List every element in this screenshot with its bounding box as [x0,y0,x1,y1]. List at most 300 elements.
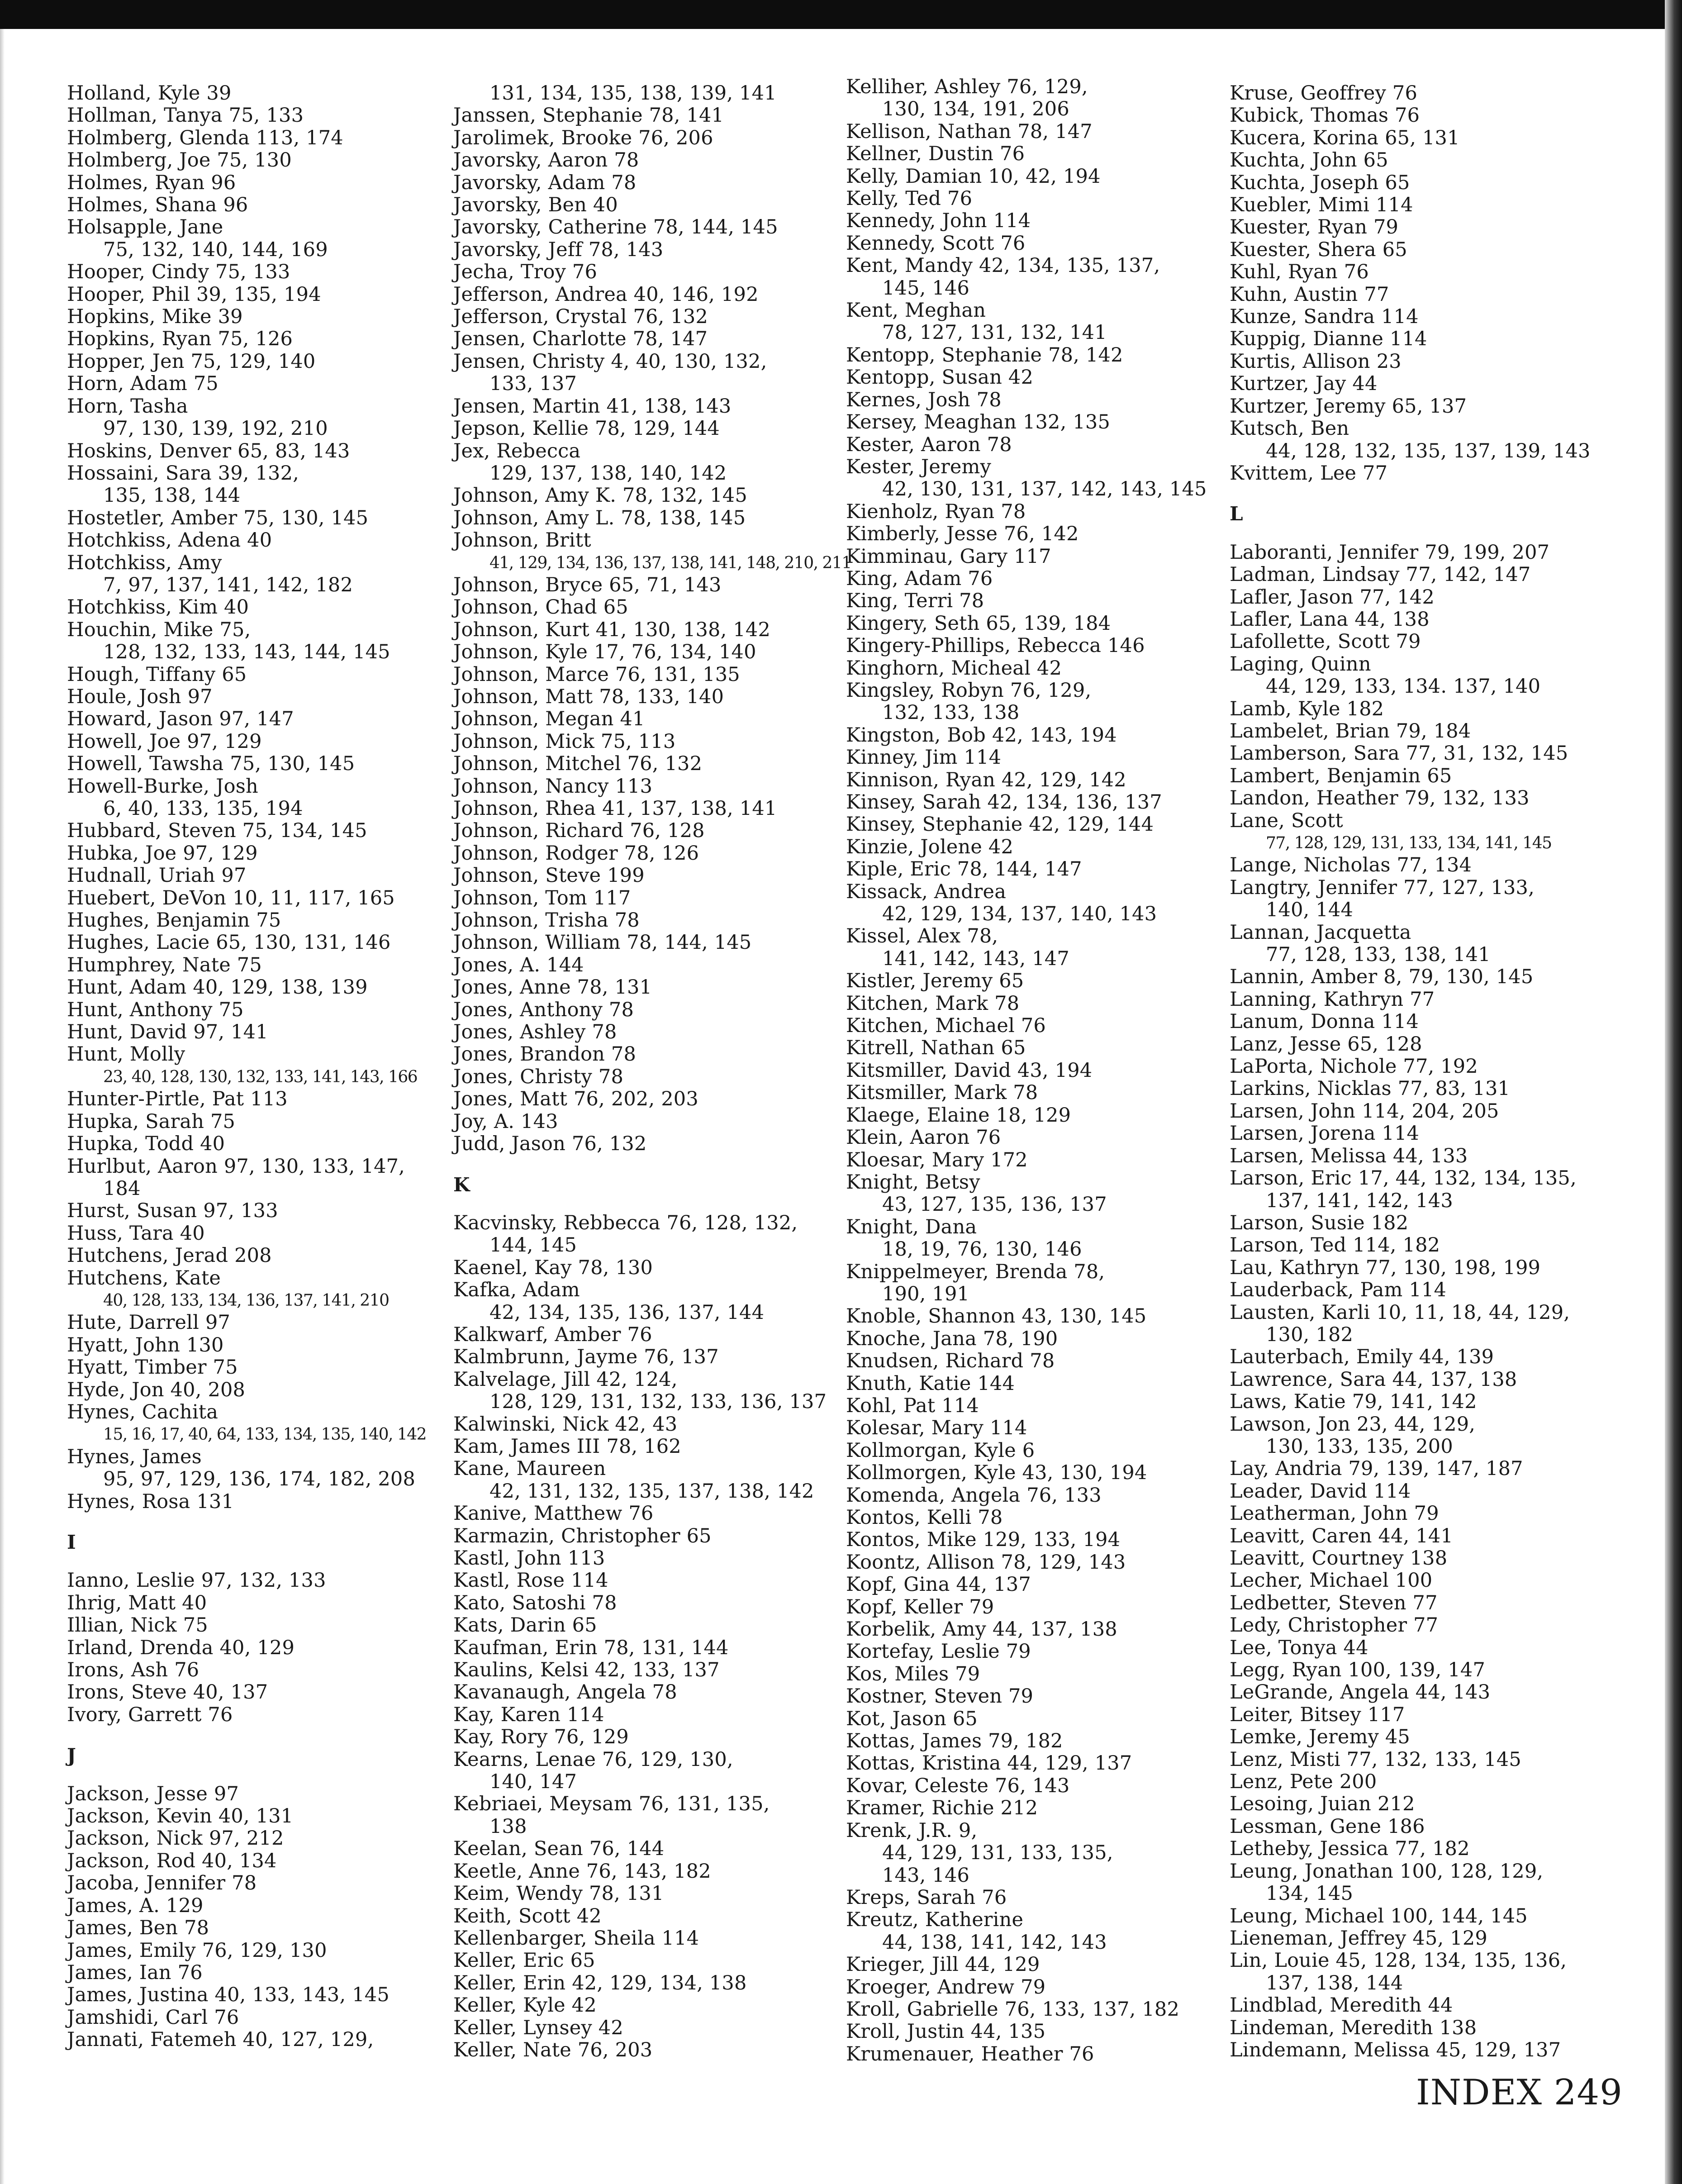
index-entry-name: James, Ben 78 [67,1917,209,1940]
index-entry [846,635,1217,657]
index-entry-name: Kottas, James 79, 182 [846,1730,1063,1753]
index-entry [67,887,429,909]
index-entry [453,1458,824,1503]
index-entry [1230,1056,1619,1078]
index-entry [1230,1346,1619,1368]
index-entry-name: Lindemann, Melissa 45, 129, 137 [1230,2038,1561,2061]
index-entry-name: Kellison, Nathan 78, 147 [846,120,1093,143]
index-entry [67,1895,429,1917]
index-entry [453,1346,824,1368]
index-entry-name: Lafler, Lana 44, 138 [1230,608,1430,631]
index-entry-name: Kersey, Meaghan 132, 135 [846,411,1111,434]
index-entry-name: Hughes, Benjamin 75 [67,909,281,932]
index-entry [846,1171,1217,1216]
index-entry [67,999,429,1021]
index-entry [1230,1078,1619,1100]
index-entry-pages: 130, 133, 135, 200 [1266,1435,1453,1458]
index-entry-name: Leavitt, Caren 44, 141 [1230,1524,1454,1547]
index-entry [846,1574,1217,1596]
index-entry [453,708,824,730]
index-entry [67,440,429,462]
index-entry-name: Jamshidi, Carl 76 [67,2006,239,2029]
index-entry [1230,1391,1619,1413]
index-entry [67,1446,429,1491]
index-entry-name: Keller, Erin 42, 129, 134, 138 [453,1971,747,1994]
index-entry-name: Hupka, Todd 40 [67,1132,225,1156]
index-entry-name: Kastl, John 113 [453,1547,605,1570]
index-entry [846,1082,1217,1104]
index-entry [846,613,1217,635]
index-entry [846,1551,1217,1574]
index-entry-name: Kay, Rory 76, 129 [453,1726,629,1749]
index-entry [67,1245,429,1267]
index-entry-name: Lessman, Gene 186 [1230,1815,1425,1838]
index-entry [846,881,1217,926]
index-entry [67,2007,429,2029]
index-entry-name: Lafler, Jason 77, 142 [1230,585,1435,609]
index-entry-pages: 44, 128, 132, 135, 137, 139, 143 [1266,439,1591,462]
index-entry [67,284,429,306]
index-entry-name: Leatherman, John 79 [1230,1502,1439,1525]
index-entry-name: Jefferson, Andrea 40, 146, 192 [453,283,759,306]
index-entry-name: Kunze, Sandra 114 [1230,305,1419,328]
index-entry-name: Jones, Christy 78 [453,1065,623,1088]
index-entry [453,351,824,395]
index-entry-name: Keller, Nate 76, 203 [453,2038,653,2061]
index-entry-name: Javorsky, Aaron 78 [453,149,639,172]
index-entry-name: Hopkins, Mike 39 [67,305,243,328]
index-entry-name: Kent, Meghan [846,299,986,322]
index-entry-name: Judd, Jason 76, 132 [453,1132,647,1156]
index-entry-name: Kingery-Phillips, Rebecca 146 [846,634,1145,657]
index-entry [846,657,1217,680]
index-entry [453,1503,824,1525]
index-entry-name: Jarolimek, Brooke 76, 206 [453,126,713,149]
index-entry [1230,1570,1619,1592]
index-entry-name: Hooper, Phil 39, 135, 194 [67,283,321,306]
index-entry [453,1972,824,1994]
index-entry-name: Kelly, Damian 10, 42, 194 [846,165,1101,188]
index-entry-name: Kinsey, Sarah 42, 134, 136, 137 [846,791,1162,814]
index-entry-pages: 44, 129, 133, 134. 137, 140 [1266,675,1541,698]
index-entry [453,485,824,507]
index-entry-name: Kinsey, Stephanie 42, 129, 144 [846,813,1154,836]
index-entry-name: Keller, Lynsey 42 [453,2016,623,2039]
index-entry [1230,172,1619,194]
index-entry [1230,105,1619,127]
index-entry [453,1436,824,1458]
index-entry-name: Kester, Jeremy [846,455,991,478]
index-entry-name: Kottas, Kristina 44, 129, 137 [846,1752,1132,1775]
index-entry-name: Lambelet, Brian 79, 184 [1230,719,1471,742]
index-entry [67,82,429,105]
index-entry [846,523,1217,545]
index-entry [1230,127,1619,149]
index-entry [846,1954,1217,1976]
index-entry-pages: 43, 127, 135, 136, 137 [882,1193,1107,1216]
index-entry-name: Hooper, Cindy 75, 133 [67,261,290,284]
index-entry [67,1043,429,1088]
section-letter: J [67,1744,76,1767]
index-entry-name: Johnson, Mick 75, 113 [453,730,676,753]
index-entry [1230,854,1619,876]
index-entry [846,1127,1217,1149]
index-entry [67,351,429,373]
index-entry [1230,1927,1619,1950]
index-entry [453,1324,824,1346]
index-entry [453,999,824,1021]
index-entry-name: LaPorta, Nichole 77, 192 [1230,1055,1478,1078]
index-entry [67,1783,429,1805]
index-entry-name: Hubka, Joe 97, 129 [67,842,258,865]
index-entry [67,1334,429,1356]
index-entry-name: King, Terri 78 [846,590,984,613]
index-entry [1230,284,1619,306]
index-entry-name: Kurtis, Allison 23 [1230,350,1402,373]
index-entry-name: Kuebler, Mimi 114 [1230,194,1413,217]
index-entry [846,1104,1217,1127]
index-entry [846,366,1217,389]
index-entry-name: Lindeman, Meredith 138 [1230,2016,1477,2039]
index-entry-name: Ihrig, Matt 40 [67,1591,207,1614]
index-entry [453,1592,824,1614]
index-entry [67,619,429,664]
index-entry [453,194,824,216]
index-entry-pages: 18, 19, 76, 130, 146 [882,1238,1082,1261]
index-entry-pages: 184 [103,1177,141,1200]
index-entry [1230,1369,1619,1391]
index-entry-pages: 42, 129, 134, 137, 140, 143 [882,903,1157,926]
index-entry-name: Lausten, Karli 10, 11, 18, 44, 129, [1230,1301,1570,1324]
index-column-4 [1230,82,1619,2061]
index-entry [453,574,824,596]
index-entry-name: Krumenauer, Heather 76 [846,2042,1094,2065]
index-entry-name: Johnson, Britt [453,529,591,552]
index-entry [1230,1123,1619,1145]
index-entry-name: Klaege, Elaine 18, 129 [846,1104,1071,1127]
index-entry-name: Landon, Heather 79, 132, 133 [1230,787,1530,810]
index-entry-pages: 128, 129, 131, 132, 133, 136, 137 [489,1390,827,1413]
index-entry-pages: 131, 134, 135, 138, 139, 141 [489,82,777,105]
index-entry [846,1060,1217,1082]
index-entry [453,1749,824,1794]
index-entry [67,1379,429,1401]
index-entry [453,1950,824,1972]
index-entry [846,1305,1217,1328]
index-entry [453,932,824,954]
section-letter: L [1230,503,1243,525]
index-entry-name: Hughes, Lacie 65, 130, 131, 146 [67,931,391,954]
index-entry [67,1850,429,1872]
index-entry-name: Hossaini, Sara 39, 132, [67,462,299,485]
index-entry [453,1043,824,1066]
index-entry [1230,810,1619,855]
index-entry-pages: 42, 131, 132, 135, 137, 138, 142 [489,1480,814,1503]
index-entry [846,76,1217,121]
index-entry-name: Hutchens, Jerad 208 [67,1244,272,1267]
index-entry-name: Hurlbut, Aaron 97, 130, 133, 147, [67,1155,405,1178]
index-entry-name: Kent, Mandy 42, 134, 135, 137, [846,254,1160,277]
index-entry [453,596,824,619]
index-entry [67,1401,429,1446]
index-entry-pages: 145, 146 [882,276,970,300]
index-entry [453,798,824,820]
index-entry [453,909,824,932]
index-entry-name: Johnson, Rhea 41, 137, 138, 141 [453,797,777,820]
index-entry-name: Leader, David 114 [1230,1480,1411,1503]
index-entry [453,1681,824,1703]
index-entry-name: Jepson, Kellie 78, 129, 144 [453,417,720,440]
index-entry [846,1618,1217,1641]
index-entry-name: Kingery, Seth 65, 139, 184 [846,612,1111,635]
index-entry-name: Lane, Scott [1230,809,1343,832]
index-entry-name: Kopf, Gina 44, 137 [846,1573,1031,1596]
index-entry [67,1659,429,1681]
index-entry [67,1592,429,1614]
index-entry [846,1976,1217,1998]
index-entry-name: Jensen, Martin 41, 138, 143 [453,395,732,418]
index-entry-name: Johnson, Steve 199 [453,864,645,887]
index-entry-name: Kennedy, Scott 76 [846,232,1026,255]
index-entry [67,596,429,619]
index-entry-name: Keelan, Sean 76, 144 [453,1837,665,1860]
index-entry [453,1905,824,1927]
index-entry-name: Jecha, Troy 76 [453,261,598,284]
index-entry-name: Kopf, Keller 79 [846,1595,994,1618]
index-entry [453,507,824,529]
index-entry [453,1413,824,1436]
index-entry-pages: 141, 142, 143, 147 [882,947,1069,970]
index-entry-name: Kreps, Sarah 76 [846,1886,1007,1909]
index-entry [1230,82,1619,105]
scan-top-border [0,0,1682,29]
index-entry-name: Hunt, Anthony 75 [67,998,244,1021]
index-entry-name: Kane, Maureen [453,1457,606,1480]
index-entry-pages: 140, 144 [1266,899,1354,922]
index-entry-name: Kester, Aaron 78 [846,433,1012,456]
index-entry [453,686,824,708]
index-entry-name: Leung, Michael 100, 144, 145 [1230,1904,1528,1927]
index-entry [67,1940,429,1962]
index-entry-name: Jones, Matt 76, 202, 203 [453,1088,698,1111]
index-entry [846,1775,1217,1797]
index-entry-name: Johnson, Nancy 113 [453,775,653,798]
index-entry-name: Johnson, Mitchel 76, 132 [453,752,703,776]
index-column-2 [453,82,851,2061]
index-entry [453,1994,824,2017]
index-entry [67,552,429,597]
index-entry [1230,1614,1619,1637]
index-entry [67,1872,429,1894]
index-entry [67,507,429,529]
index-entry [67,776,429,820]
index-entry-pages: 77, 128, 129, 131, 133, 134, 141, 145 [1266,834,1552,852]
index-entry-name: Keller, Kyle 42 [453,1994,597,2017]
index-entry [1230,1279,1619,1301]
index-entry [846,590,1217,612]
index-entry-name: Lawrence, Sara 44, 137, 138 [1230,1368,1517,1391]
index-entry-pages: 7, 97, 137, 141, 142, 182 [103,573,353,596]
index-entry [1230,373,1619,395]
index-entry [1230,2039,1619,2061]
index-entry [846,1998,1217,2021]
index-entry [846,300,1217,344]
index-entry [846,255,1217,300]
index-entry-name: Laging, Quinn [1230,652,1371,676]
index-entry-name: Hute, Darrell 97 [67,1311,231,1334]
index-entry [846,1596,1217,1618]
index-entry [846,501,1217,523]
index-entry [846,1149,1217,1171]
index-entry [846,1395,1217,1417]
index-entry-name: Kalkwarf, Amber 76 [453,1323,652,1346]
index-entry-name: Knight, Dana [846,1215,977,1238]
scan-right-edge [1665,0,1682,2184]
index-entry-name: Kellenbarger, Sheila 114 [453,1927,699,1950]
index-entry-name: Kuester, Shera 65 [1230,238,1407,261]
index-entry-name: Javorsky, Catherine 78, 144, 145 [453,216,778,239]
index-entry-name: Ledbetter, Steven 77 [1230,1591,1438,1614]
index-entry-name: Kontos, Mike 129, 133, 194 [846,1528,1121,1551]
index-entry-pages: 40, 128, 133, 134, 136, 137, 141, 210 [103,1291,389,1310]
index-entry-name: Kuhl, Ryan 76 [1230,261,1369,284]
index-entry-name: Lenz, Misti 77, 132, 133, 145 [1230,1748,1521,1771]
index-entry [453,1111,824,1133]
index-entry-name: James, A. 129 [67,1894,204,1917]
index-entry-name: Kentopp, Stephanie 78, 142 [846,343,1123,366]
index-entry-name: Kingston, Bob 42, 143, 194 [846,723,1117,747]
index-entry [67,686,429,708]
index-entry [1230,1167,1619,1212]
index-entry-pages: 132, 133, 138 [882,701,1020,724]
index-entry [1230,1503,1619,1525]
index-entry-name: Kalmbrunn, Jayme 76, 137 [453,1346,719,1369]
index-entry-name: Horn, Adam 75 [67,372,219,395]
index-entry [1230,609,1619,631]
index-entry [846,1887,1217,1909]
index-entry [846,210,1217,232]
index-entry-name: Howell, Joe 97, 129 [67,730,262,753]
index-entry-name: Hotchkiss, Kim 40 [67,596,249,619]
index-entry-name: Kroll, Gabrielle 76, 133, 137, 182 [846,1998,1180,2021]
index-entry [1230,1458,1619,1480]
index-entry-name: Hyatt, Timber 75 [67,1356,238,1379]
index-entry [1230,1257,1619,1279]
index-entry-name: Illian, Nick 75 [67,1614,208,1637]
index-entry-name: Lindblad, Meredith 44 [1230,1994,1453,2017]
index-entry [846,791,1217,814]
index-entry-name: Kaufman, Erin 78, 131, 144 [453,1636,729,1659]
index-entry [1230,239,1619,261]
index-entry [846,2043,1217,2065]
index-entry-name: Hunt, Molly [67,1043,185,1066]
index-entry [1230,1749,1619,1771]
index-entry [1230,1033,1619,1056]
index-entry-name: Horn, Tasha [67,395,188,418]
index-entry-name: James, Justina 40, 133, 143, 145 [67,1984,390,2007]
index-entry [67,842,429,865]
index-entry-pages: 95, 97, 129, 136, 174, 182, 208 [103,1468,416,1491]
index-entry-name: Ianno, Leslie 97, 132, 133 [67,1569,326,1592]
index-entry [1230,1704,1619,1726]
index-entry-pages: 134, 145 [1266,1882,1354,1905]
index-entry-name: Kimberly, Jesse 76, 142 [846,523,1079,546]
index-entry-name: Letheby, Jessica 77, 182 [1230,1837,1470,1860]
index-entry-name: Kam, James III 78, 162 [453,1435,681,1458]
index-entry-name: Leavitt, Courtney 138 [1230,1547,1448,1570]
index-entry [67,395,429,440]
index-entry [1230,698,1619,720]
index-entry-name: Hutchens, Kate [67,1266,221,1289]
index-entry-pages: 129, 137, 138, 140, 142 [489,462,727,485]
index-entry-pages: 42, 130, 131, 137, 142, 143, 145 [882,478,1207,501]
index-entry [1230,1726,1619,1748]
index-entry [453,82,824,105]
index-entry-name: Holsapple, Jane [67,216,223,239]
index-entry [67,1156,429,1200]
index-entry-name: Jackson, Rod 40, 134 [67,1849,277,1872]
index-entry [1230,877,1619,922]
index-entry-name: Larkins, Nicklas 77, 83, 131 [1230,1077,1511,1100]
index-column-1 [67,82,429,2051]
index-entry-name: Koontz, Allison 78, 129, 143 [846,1551,1126,1574]
index-entry-name: Huss, Tara 40 [67,1222,205,1245]
index-entry [67,1491,429,1513]
index-entry-name: Kistler, Jeremy 65 [846,970,1024,993]
index-entry [453,1704,824,1726]
index-entry [1230,966,1619,988]
index-entry [846,143,1217,165]
index-entry [453,753,824,775]
index-entry [453,641,824,663]
index-entry-name: Jones, Ashley 78 [453,1021,617,1044]
index-entry-name: James, Ian 76 [67,1961,203,1984]
index-entry [453,1860,824,1883]
index-entry-pages: 140, 147 [489,1770,577,1794]
index-entry-name: Hopkins, Ryan 75, 126 [67,328,293,351]
index-entry [1230,1413,1619,1458]
index-entry-name: Lambert, Benjamin 65 [1230,764,1452,787]
index-entry-pages: 143, 146 [882,1864,970,1887]
index-entry-name: Kubick, Thomas 76 [1230,104,1420,127]
index-entry-name: Lawson, Jon 23, 44, 129, [1230,1413,1476,1436]
index-entry-name: Holmes, Shana 96 [67,194,248,217]
index-entry-name: Kelly, Ted 76 [846,187,973,210]
index-entry-name: Lanz, Jesse 65, 128 [1230,1033,1422,1056]
index-entry [846,747,1217,769]
index-entry-name: Lauterbach, Emily 44, 139 [1230,1346,1494,1369]
index-entry [1230,1816,1619,1838]
index-entry-name: Hudnall, Uriah 97 [67,864,247,887]
index-entry-name: Hunt, Adam 40, 129, 138, 139 [67,976,368,999]
index-entry [453,105,824,127]
index-entry [453,731,824,753]
index-entry-name: Knuth, Katie 144 [846,1372,1015,1395]
index-entry-name: Lannin, Amber 8, 79, 130, 145 [1230,966,1534,989]
index-entry [67,1223,429,1245]
index-entry-name: Knight, Betsy [846,1171,980,1194]
index-entry [67,1133,429,1155]
index-entry-name: Kreutz, Katherine [846,1908,1024,1932]
index-entry [453,887,824,909]
index-entry [1230,1234,1619,1256]
index-entry-pages: 144, 145 [489,1234,577,1257]
index-entry-name: Hoskins, Denver 65, 83, 143 [67,439,350,462]
index-entry [67,1356,429,1379]
index-entry [67,306,429,328]
index-entry-name: Kienholz, Ryan 78 [846,500,1026,523]
index-entry-name: Legg, Ryan 100, 139, 147 [1230,1659,1485,1682]
